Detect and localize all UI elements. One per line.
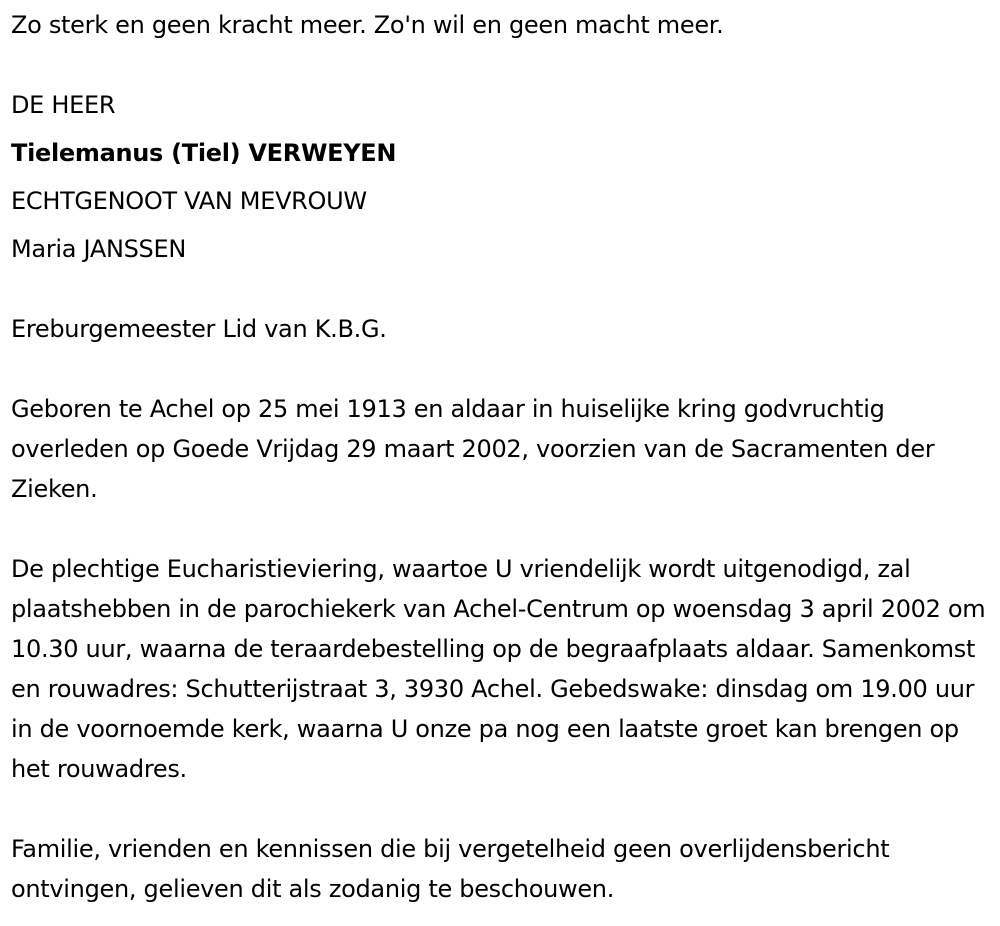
service-paragraph: De plechtige Eucharistieviering, waartoe U vriendelijk wordt uitgenodigd, zal plaatshebben in de parochiekerk van Achel-Centrum op woensdag 3 april 2002 om 10.30 uur, waarna de teraardebestelling op de begraafplaats aldaar. Samenkomst en rouwadres: Schutterijstraat 3, 3930 Achel. Gebedswake: dinsdag om 19.00 uur in de voornoemde kerk, waarna U onze pa nog een laatste groet kan brengen op het rouwadres. [11, 555, 986, 783]
motto-text: Zo sterk en geen kracht meer. Zo'n wil en geen macht meer. [11, 11, 724, 39]
deceased-name: Tielemanus (Tiel) VERWEYEN [11, 139, 397, 167]
salutation-text: DE HEER [11, 91, 116, 119]
spouse-name: Maria JANSSEN [11, 235, 186, 263]
honorary-title: Ereburgemeester Lid van K.B.G. [11, 315, 387, 343]
closing-paragraph: Familie, vrienden en kennissen die bij vergetelheid geen overlijdensbericht ontvingen, gelieven dit als zodanig te beschouwen. [11, 835, 890, 903]
birth-death-paragraph: Geboren te Achel op 25 mei 1913 en aldaar in huiselijke kring godvruchtig overleden op Goede Vrijdag 29 maart 2002, voorzien van de Sacramenten der Zieken. [11, 395, 935, 503]
spouse-label: ECHTGENOOT VAN MEVROUW [11, 187, 367, 215]
